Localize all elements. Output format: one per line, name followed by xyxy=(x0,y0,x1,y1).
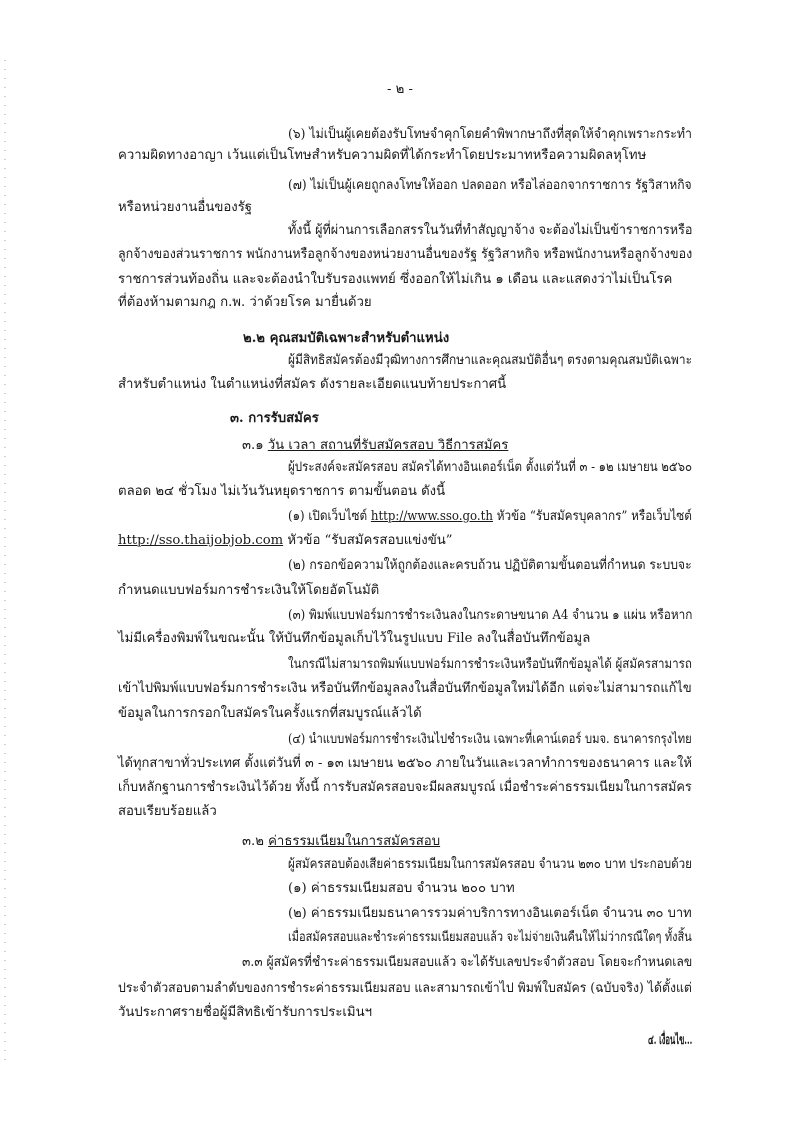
step-2-line-1: (๒) กรอกข้อความให้ถูกต้องและครบถ้วน ปฏิบัติตามขั้นตอนที่กำหนด ระบบจะ xyxy=(288,558,692,573)
step-3-line-2: ไม่มีเครื่องพิมพ์ในขณะนั้น ให้บันทึกข้อมูลเก็บไว้ในรูปแบบ File ลงในสื่อบันทึกข้อมูล xyxy=(118,631,591,646)
section-2-2-heading: ๒.๒ คุณสมบัติเฉพาะสำหรับตำแหน่ง xyxy=(243,331,450,346)
page-number: - ๒ - xyxy=(387,82,413,97)
step-1-line-2 xyxy=(118,532,452,550)
section-3-3-line-2: ประจำตัวสอบตามลำดับของการชำระค่าธรรมเนียมสอบ และสามารถเข้าไป พิมพ์ใบสมัคร (ฉบับจริง) ได้ตั้งแต่ xyxy=(118,981,692,996)
step-3-note-line-3: ข้อมูลในการกรอกใบสมัครในครั้งแรกที่สมบูรณ์แล้วได้ xyxy=(118,706,422,721)
step-1-suffix: หัวข้อ “รับสมัครบุคลากร” หรือเว็บไซต์ xyxy=(492,509,692,524)
item-7-line-1: (๗) ไม่เป็นผู้เคยถูกลงโทษให้ออก ปลดออก หรือไล่ออกจากราชการ รัฐวิสาหกิจ xyxy=(288,178,692,193)
step-1-line-2-suffix: หัวข้อ “รับสมัครสอบแข่งขัน” xyxy=(283,533,453,548)
step-1-prefix: (๑) เปิดเว็บไซต์ xyxy=(288,509,371,524)
thaijobjob-website-link[interactable]: http://sso.thaijobjob.com xyxy=(118,533,284,548)
step-4-line-3: เก็บหลักฐานการชำระเงินไว้ด้วย ทั้งนี้ การรับสมัครสอบจะมีผลสมบูรณ์ เมื่อชำระค่าธรรมเนียมในการสมัคร xyxy=(118,780,692,795)
continuation-marker: ๔. เงื่อนไข... xyxy=(648,1033,693,1048)
step-2-line-2: กำหนดแบบฟอร์มการชำระเงินให้โดยอัตโนมัติ xyxy=(118,583,380,598)
item-6-line-2: ความผิดทางอาญา เว้นแต่เป็นโทษสำหรับความผิดที่ได้กระทำโดยประมาทหรือความผิดลหุโทษ xyxy=(118,148,647,163)
section-3-1-title: วัน เวลา สถานที่รับสมัครสอบ วิธีการสมัคร xyxy=(267,438,509,453)
step-1-line-1 xyxy=(288,508,692,526)
sso-website-link[interactable]: http://www.sso.go.th xyxy=(370,509,493,524)
step-3-note-line-2: เข้าไปพิมพ์แบบฟอร์มการชำระเงิน หรือบันทึกข้อมูลลงในสื่อบันทึกข้อมูลใหม่ได้อีก แต่จะไม่สามารถแก้ไข xyxy=(118,681,692,696)
step-4-line-4: สอบเรียบร้อยแล้ว xyxy=(118,804,217,819)
section-3-1-number: ๓.๑ xyxy=(242,438,268,453)
note-line-1: ทั้งนี้ ผู้ที่ผ่านการเลือกสรรในวันที่ทำสัญญาจ้าง จะต้องไม่เป็นข้าราชการหรือ xyxy=(288,223,693,238)
fee-item-2: (๒) ค่าธรรมเนียมธนาคารรวมค่าบริการทางอินเตอร์เน็ต จำนวน ๓๐ บาท xyxy=(288,906,692,921)
scan-margin-dots xyxy=(4,60,6,1060)
step-3-note-line-1: ในกรณีไม่สามารถพิมพ์แบบฟอร์มการชำระเงินหรือบันทึกข้อมูลได้ ผู้สมัครสามารถ xyxy=(288,657,692,672)
section-3-2-title: ค่าธรรมเนียมในการสมัครสอบ xyxy=(268,834,441,849)
item-6-line-1: (๖) ไม่เป็นผู้เคยต้องรับโทษจำคุกโดยคำพิพากษาถึงที่สุดให้จำคุกเพราะกระทำ xyxy=(288,127,692,142)
note-line-4: ที่ต้องห้ามตามกฎ ก.พ. ว่าด้วยโรค มายื่นด้วย xyxy=(118,295,372,310)
section-3-heading: ๓. การรับสมัคร xyxy=(230,411,319,426)
section-3-2-number: ๓.๒ xyxy=(242,834,269,849)
step-3-line-1: (๓) พิมพ์แบบฟอร์มการชำระเงินลงในกระดาษขนาด A4 จำนวน ๑ แผ่น หรือหาก xyxy=(288,608,693,623)
section-3-2-heading xyxy=(242,833,440,851)
step-4-line-2: ได้ทุกสาขาทั่วประเทศ ตั้งแต่วันที่ ๓ - ๑๓ เมษายน ๒๕๖๐ ภายในวันและเวลาทำการของธนาคาร และให้ xyxy=(118,756,692,771)
section-3-3-line-3: วันประกาศรายชื่อผู้มีสิทธิเข้ารับการประเมินฯ xyxy=(118,1005,373,1020)
section-3-1-heading xyxy=(242,437,508,455)
fee-total-line: ผู้สมัครสอบต้องเสียค่าธรรมเนียมในการสมัครสอบ จำนวน ๒๓๐ บาท ประกอบด้วย xyxy=(288,857,692,872)
section-2-2-line-2: สำหรับตำแหน่ง ในตำแหน่งที่สมัคร ดังรายละเอียดแนบท้ายประกาศนี้ xyxy=(118,377,507,392)
step-4-line-1: (๔) นำแบบฟอร์มการชำระเงินไปชำระเงิน เฉพาะที่เคาน์เตอร์ บมจ. ธนาคารกรุงไทย xyxy=(288,732,692,747)
note-line-2: ลูกจ้างของส่วนราชการ พนักงานหรือลูกจ้างของหน่วยงานอื่นของรัฐ รัฐวิสาหกิจ หรือพนักงานหรือลูกจ้างของ xyxy=(118,247,693,262)
item-7-line-2: หรือหน่วยงานอื่นของรัฐ xyxy=(118,200,253,215)
note-line-3: ราชการส่วนท้องถิ่น และจะต้องนำใบรับรองแพทย์ ซึ่งออกให้ไม่เกิน ๑ เดือน และแสดงว่าไม่เป็นโรค xyxy=(118,272,673,287)
section-3-1-line-1: ผู้ประสงค์จะสมัครสอบ สมัครได้ทางอินเตอร์เน็ต ตั้งแต่วันที่ ๓ - ๑๒ เมษายน ๒๕๖๐ xyxy=(288,460,693,475)
fee-no-refund: เมื่อสมัครสอบและชำระค่าธรรมเนียมสอบแล้ว จะไม่จ่ายเงินคืนให้ไม่ว่ากรณีใดๆ ทั้งสิ้น xyxy=(288,930,692,945)
fee-item-1: (๑) ค่าธรรมเนียมสอบ จำนวน ๒๐๐ บาท xyxy=(288,881,515,896)
section-3-3-line-1: ๓.๓ ผู้สมัครที่ชำระค่าธรรมเนียมสอบแล้ว จะได้รับเลขประจำตัวสอบ โดยจะกำหนดเลข xyxy=(242,955,693,970)
section-3-1-line-2: ตลอด ๒๔ ชั่วโมง ไม่เว้นวันหยุดราชการ ตามขั้นตอน ดังนี้ xyxy=(118,484,446,499)
section-2-2-line-1: ผู้มีสิทธิสมัครต้องมีวุฒิทางการศึกษาและคุณสมบัติอื่นๆ ตรงตามคุณสมบัติเฉพาะ xyxy=(288,353,693,368)
